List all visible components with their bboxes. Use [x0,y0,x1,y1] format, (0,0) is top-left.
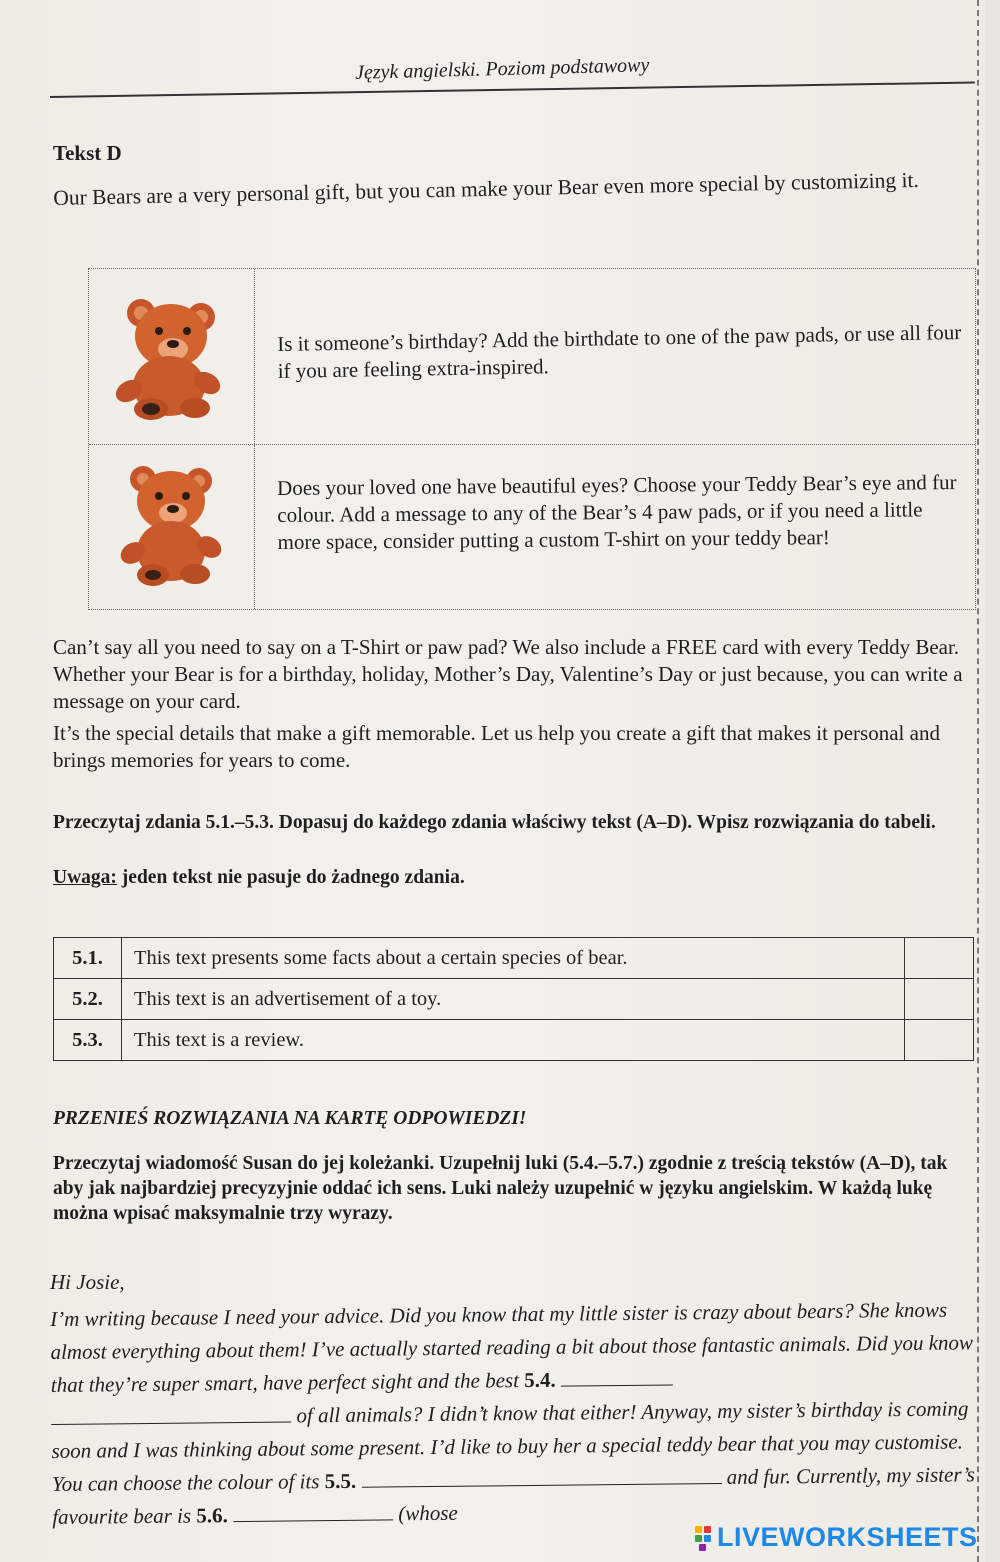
answer-cell[interactable] [905,1020,974,1061]
answer-table [53,937,974,1061]
task-instruction: Przeczytaj wiadomość Susan do jej koleżanki. Uzupełnij luki (5.4.–5.7.) zgodnie z treścią tekstów (A–D), tak aby jak najbardziej precyzyjnie oddać ich sens. Luki należy uzupełnić w języku angielskim. W każdą lukę można wpisać maksymalnie trzy wyrazy. [53,1153,948,1224]
transfer-note: PRZENIEŚ ROZWIĄZANIA NA KARTĘ ODPOWIEDZI! [53,1108,527,1129]
gap-number: 5.5. [324,1468,357,1494]
image-cell [89,269,255,444]
section-intro: Our Bears are a very personal gift, but you can make your Bear even more special by customizing it. [53,167,920,210]
task-instruction: Przeczytaj zdania 5.1.–5.3. Dopasuj do każdego zdania właściwy tekst (A–D). Wpisz rozwiązania do tabeli. [53,812,936,833]
image-cell [89,445,255,609]
gap-input[interactable] [233,1501,393,1522]
answer-cell[interactable] [905,979,974,1020]
letter-text: I’m writing because I need your advice. Did you know that my little sister is crazy about bears? She knows almost everything about them! I’ve actually started reading a bit about those fantastic animals. Did you know that they’re super smart, have perfect sight and the best [50,1297,974,1397]
letter-text: and fur. Currently, my sister’s favourite bear is [52,1462,975,1529]
gap-input[interactable] [51,1403,291,1425]
item-number: 5.2. [54,979,122,1020]
offer-table [88,268,976,610]
note-label: Uwaga: [53,867,117,888]
perforation-line [977,0,979,1562]
letter-greeting: Hi Josie, [50,1270,125,1294]
note-text: jeden tekst nie pasuje do żadnego zdania. [116,867,465,888]
liveworksheets-logo-icon [695,1524,713,1550]
watermark-text: LIVEWORKSHEETS [717,1521,978,1552]
teddy-bear-image [111,291,231,421]
offer-row [89,269,975,445]
letter-body [50,1293,977,1534]
item-number: 5.3. [54,1020,122,1061]
task-note [53,867,465,889]
item-sentence: This text presents some facts about a certain species of bear. [122,938,905,979]
page-header-title: Język angielski. Poziom podstawowy [354,54,650,84]
watermark-logo [695,1520,978,1554]
item-sentence: This text is a review. [122,1020,905,1061]
paragraph: Can’t say all you need to say on a T-Shirt or paw pad? We also include a FREE card with every Teddy Bear. Whether your Bear is for a birthday, holiday, Mother’s Day, Valentine’s Day or just because, you can write a message on your card. [53,635,963,713]
offer-text: Does your loved one have beautiful eyes? Choose your Teddy Bear’s eye and fur colour. Add a message to any of the Bear’s 4 paw pads, or if you need a little more space, consider putting a custom T-shirt on your teddy bear! [277,470,957,554]
table-row [54,1020,974,1061]
offer-text: Is it someone’s birthday? Add the birthdate to one of the paw pads, or use all four if you are feeling extra-inspired. [277,320,962,383]
item-sentence: This text is an advertisement of a toy. [122,979,905,1020]
gap-input[interactable] [361,1465,721,1488]
item-number: 5.1. [54,938,122,979]
gap-number: 5.4. [524,1367,556,1393]
table-row [54,938,974,979]
paragraph: It’s the special details that make a gift memorable. Let us help you create a gift that makes it personal and brings memories for years to come. [53,721,940,772]
answer-cell[interactable] [905,938,974,979]
table-row [54,979,974,1020]
letter-text: (whose [392,1500,458,1526]
gap-input[interactable] [561,1366,673,1386]
gap-number: 5.6. [196,1503,228,1528]
section-heading: Tekst D [53,141,122,165]
offer-row [89,445,975,609]
teddy-bear-image [111,461,231,591]
letter-text: of all animals? I didn’t know that either! Anyway, my sister’s birthday is coming soon and I was thinking about some present. I’d like to buy her a special teddy bear that you may customise. You can choose the colour of its [51,1396,969,1496]
header-rule [50,81,975,98]
